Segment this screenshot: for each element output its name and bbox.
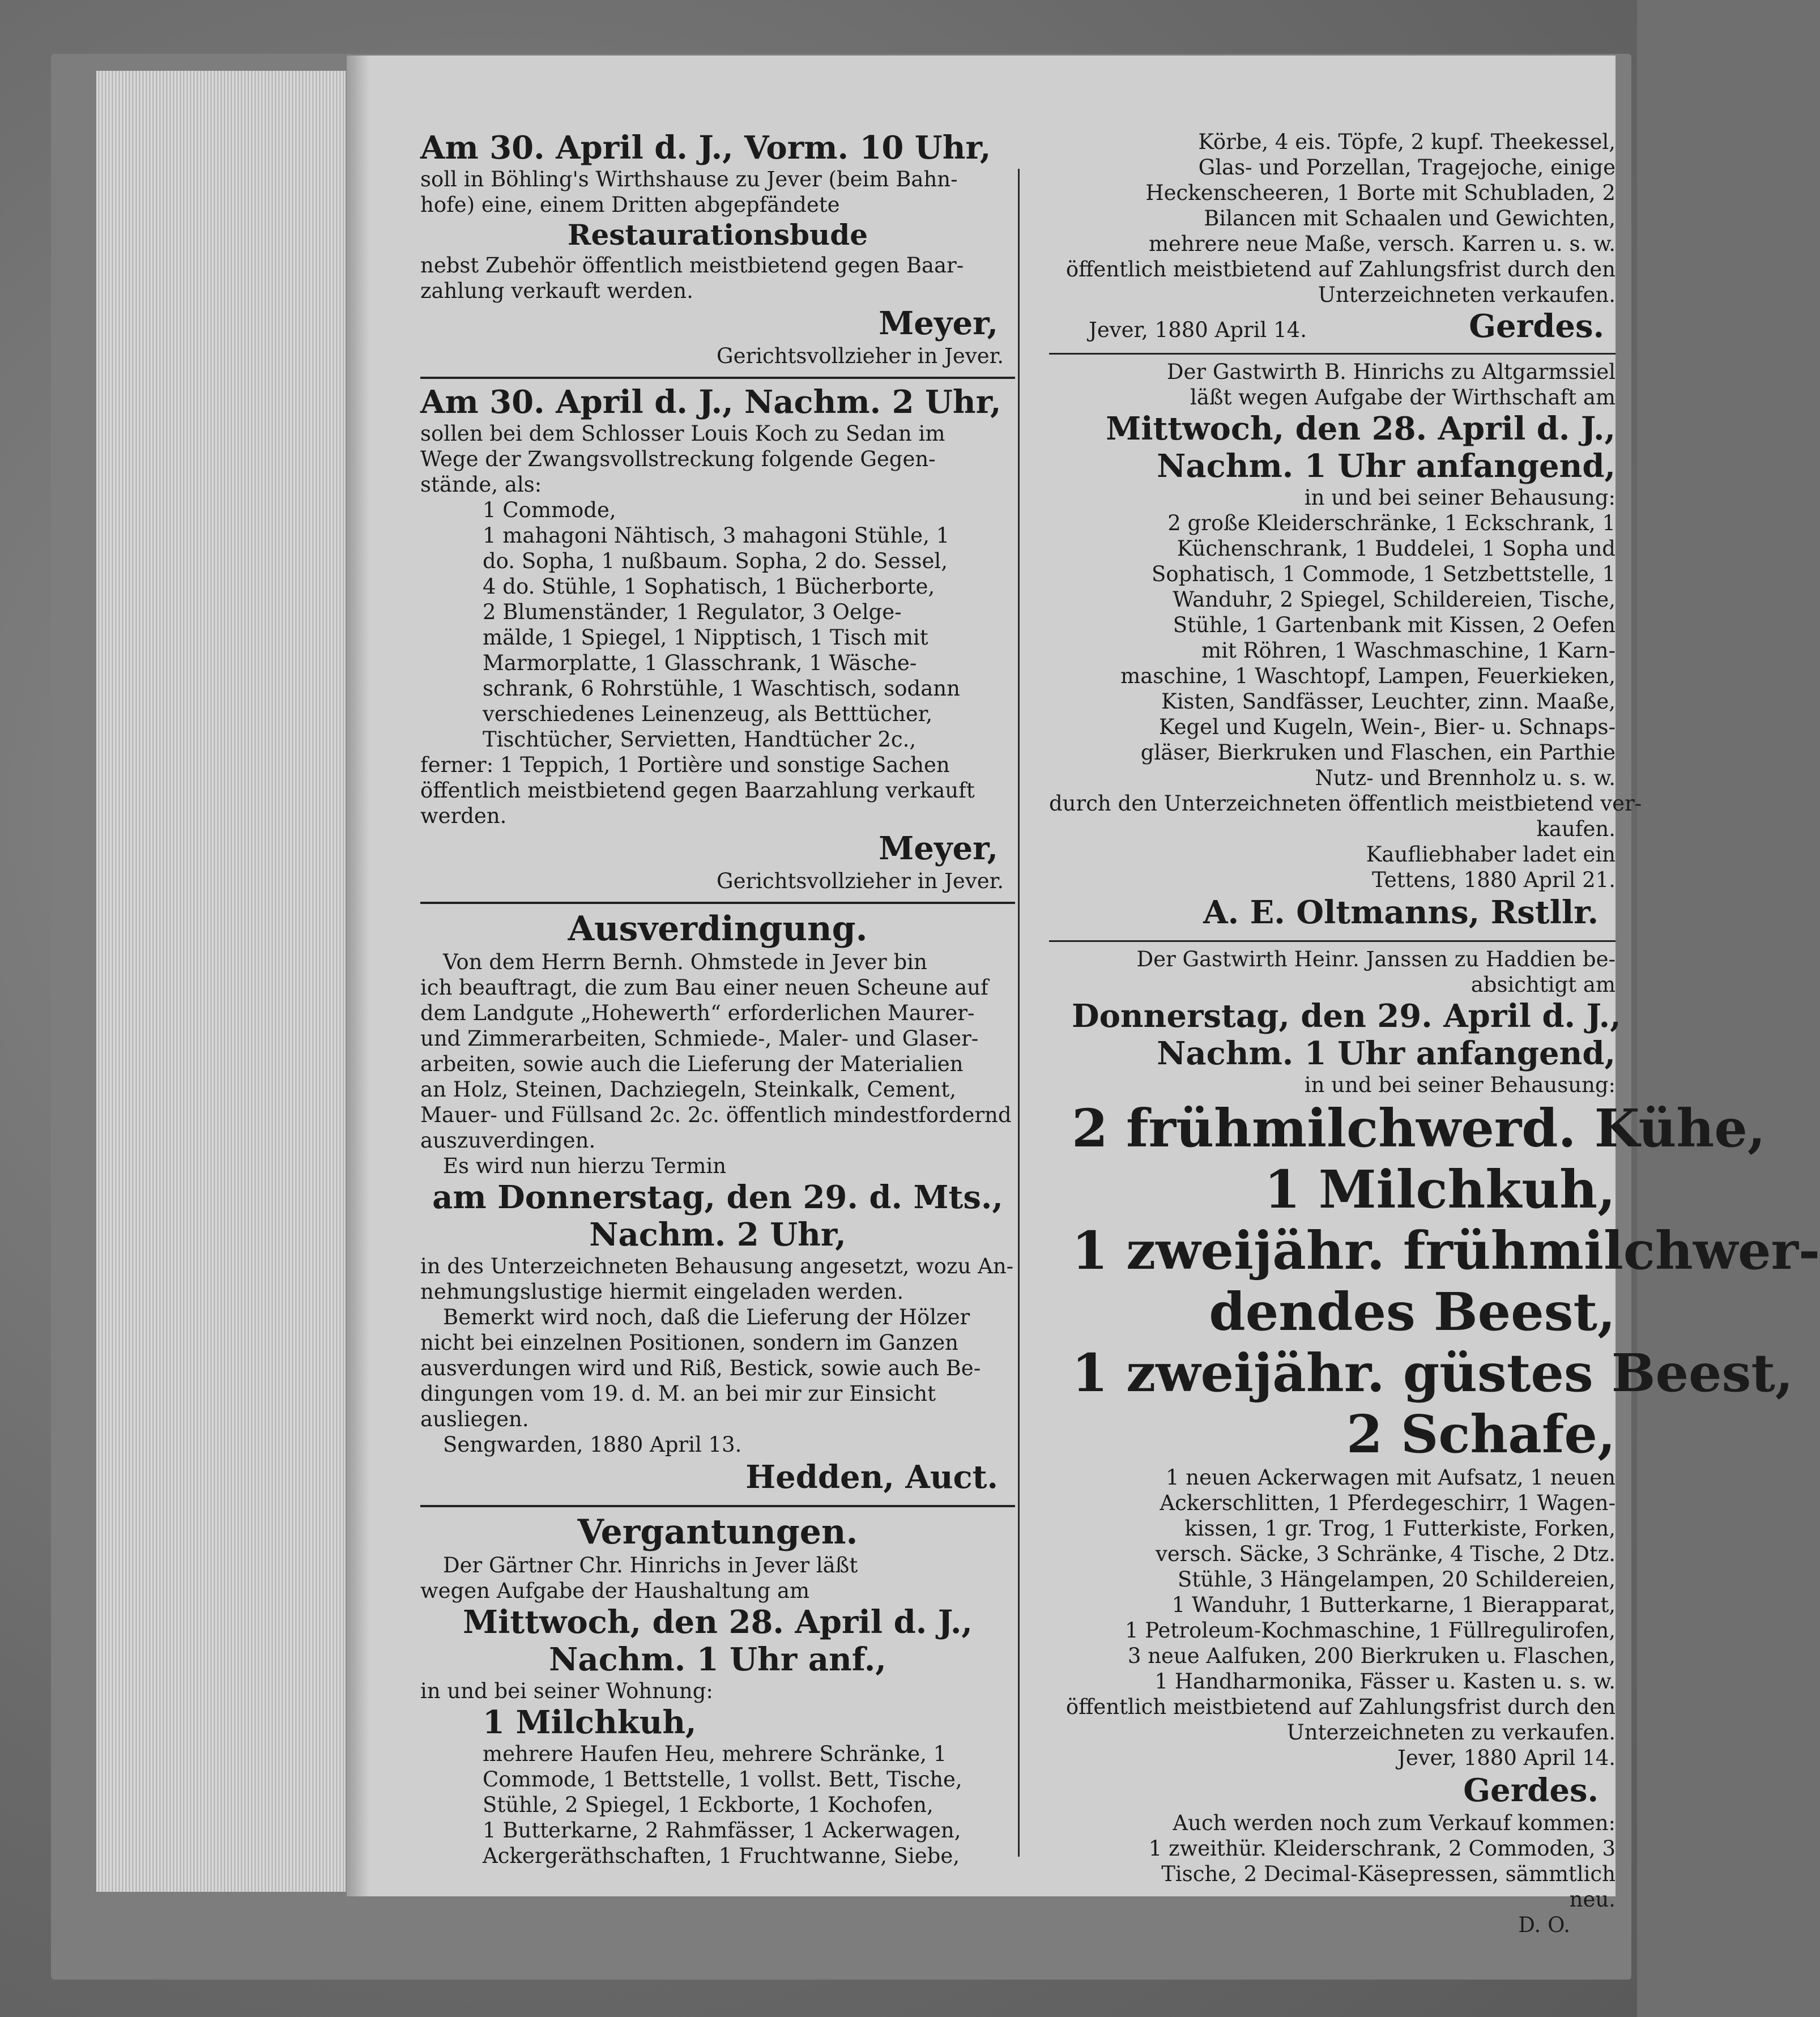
ad-line: in und bei seiner Behausung: — [1304, 1073, 1616, 1097]
separator-rule — [1049, 353, 1616, 355]
initials: D. O. — [1518, 1913, 1570, 1937]
ad-line: zahlung verkauft werden. — [420, 279, 693, 303]
item-line: 2 Blumenständer, 1 Regulator, 3 Oelge- — [483, 600, 902, 624]
item-line: mit Röhren, 1 Waschmaschine, 1 Karn- — [1201, 638, 1616, 663]
term-line: Nachm. 1 Uhr anfangend, — [1157, 1035, 1616, 1072]
signature: Meyer, — [879, 305, 998, 342]
separator-rule — [420, 902, 1015, 904]
term-line: Nachm. 1 Uhr anf., — [549, 1641, 886, 1678]
ad-line: Der Gastwirth Heinr. Janssen zu Haddien be- — [1136, 947, 1616, 971]
ad-line: Tettens, 1880 April 21. — [1372, 868, 1616, 892]
ad-line: stände, als: — [420, 472, 542, 497]
item-line: verschiedenes Leinenzeug, als Betttücher, — [483, 702, 933, 726]
item-line: mehrere neue Maße, versch. Karren u. s. w. — [1148, 232, 1616, 256]
ad-line: Am 30. April d. J., Nachm. 2 Uhr, — [420, 383, 1001, 421]
ad-line: öffentlich meistbietend auf Zahlungsfrist durch den — [1065, 257, 1616, 282]
item-line: Glas- und Porzellan, Tragejoche, einige — [1198, 155, 1616, 180]
item-line: Tische, 2 Decimal-Käsepressen, sämmtlich — [1161, 1862, 1616, 1886]
item-line: Wanduhr, 2 Spiegel, Schildereien, Tische, — [1173, 587, 1616, 612]
ad-altgarmssiel — [1049, 359, 1642, 932]
ad-line: Bemerkt wird noch, daß die Lieferung der Hölzer — [443, 1305, 970, 1329]
page-edges — [96, 71, 349, 1892]
section-heading: Ausverdingung. — [568, 909, 868, 949]
ad-line: Auch werden noch zum Verkauf kommen: — [1173, 1811, 1616, 1835]
big-item: 1 Milchkuh, — [1264, 1159, 1616, 1220]
item-line: 4 do. Stühle, 1 Sophatisch, 1 Bücherborte, — [483, 574, 935, 599]
ad-title: Restaurationsbude — [567, 218, 868, 251]
item-line: Tischtücher, Servietten, Handtücher 2c., — [483, 727, 917, 752]
item-line: gläser, Bierkruken und Flaschen, ein Parthie — [1140, 740, 1616, 765]
item-line: 1 Handharmonika, Fässer u. Kasten u. s. w. — [1154, 1669, 1616, 1694]
ad-line: an Holz, Steinen, Dachziegeln, Steinkalk, Cement, — [420, 1077, 957, 1102]
big-item: 2 frühmilchwerd. Kühe, — [1072, 1098, 1766, 1159]
item-line: 1 Butterkarne, 2 Rahmfässer, 1 Ackerwagen, — [483, 1818, 961, 1843]
column-divider — [1018, 169, 1020, 1857]
item-line: mälde, 1 Spiegel, 1 Nipptisch, 1 Tisch mit — [483, 625, 928, 650]
ad-line: Sengwarden, 1880 April 13. — [443, 1432, 742, 1457]
ad-line: in des Unterzeichneten Behausung angesetzt, wozu An- — [420, 1254, 1014, 1278]
ad-line: werden. — [420, 804, 507, 828]
item-line: Küchenschrank, 1 Buddelei, 1 Sopha und — [1177, 536, 1616, 561]
ad-line: dingungen vom 19. d. M. an bei mir zur Einsicht — [420, 1381, 936, 1406]
ad-line: Mauer- und Füllsand 2c. 2c. öffentlich mindestfordernd — [420, 1103, 1012, 1127]
item-line: 1 neuen Ackerwagen mit Aufsatz, 1 neuen — [1165, 1465, 1616, 1490]
signature: Hedden, Auct. — [745, 1459, 998, 1496]
signature: A. E. Oltmanns, Rstllr. — [1203, 894, 1599, 931]
item-line: Stühle, 3 Hängelampen, 20 Schildereien, — [1178, 1567, 1616, 1592]
ad-line: Es wird nun hierzu Termin — [443, 1154, 727, 1178]
ad-haddien — [1049, 946, 1820, 1938]
item-line: versch. Säcke, 3 Schränke, 4 Tische, 2 Dtz. — [1156, 1542, 1616, 1566]
dateline-text: Jever, 1880 April 14. — [1089, 318, 1307, 342]
term-line: Donnerstag, den 29. April d. J., — [1072, 997, 1621, 1035]
signature: Gerdes. — [1469, 308, 1604, 345]
item-line: Ackerschlitten, 1 Pferdegeschirr, 1 Wagen- — [1160, 1491, 1616, 1515]
ad-line: und Zimmerarbeiten, Schmiede-, Maler- und Glaser- — [420, 1026, 979, 1051]
item-line: mehrere Haufen Heu, mehrere Schränke, 1 — [483, 1742, 947, 1766]
item-line: neu. — [1569, 1887, 1616, 1912]
right-column — [1049, 129, 1820, 1946]
ad-line: auszuverdingen. — [420, 1128, 596, 1153]
ad-line: dem Landgute „Hohewerth“ erforderlichen Maurer- — [420, 1001, 975, 1025]
item-line: do. Sopha, 1 nußbaum. Sopha, 2 do. Sessel, — [483, 549, 948, 573]
item-line: schrank, 6 Rohrstühle, 1 Waschtisch, sodann — [483, 676, 960, 701]
ad-line: Wege der Zwangsvollstreckung folgende Gegen- — [420, 447, 936, 471]
item-line: Körbe, 4 eis. Töpfe, 2 kupf. Theekessel, — [1198, 130, 1616, 154]
ad-line: Von dem Herrn Bernh. Ohmstede in Jever bin — [443, 950, 927, 974]
item-line: 1 Commode, — [483, 498, 616, 522]
ad-line: in und bei seiner Behausung: — [1304, 485, 1616, 510]
item-line: maschine, 1 Waschtopf, Lampen, Feuerkieken, — [1120, 664, 1616, 688]
signature: Meyer, — [879, 830, 998, 867]
item-line: 1 mahagoni Nähtisch, 3 mahagoni Stühle, 1 — [483, 523, 950, 548]
ad-restaurationsbude — [420, 129, 1015, 369]
ad-vergantungen — [420, 1512, 1015, 1869]
item-line: Heckenscheeren, 1 Borte mit Schubladen, 2 — [1145, 181, 1616, 205]
item-line: Stühle, 2 Spiegel, 1 Eckborte, 1 Kochofen, — [483, 1793, 934, 1817]
ad-line: Unterzeichneten zu verkaufen. — [1286, 1720, 1616, 1745]
signature-role: Gerichtsvollzieher in Jever. — [717, 344, 1004, 368]
ad-line: wegen Aufgabe der Haushaltung am — [420, 1579, 810, 1603]
big-item: 1 zweijähr. güstes Beest, — [1072, 1342, 1793, 1404]
ad-line: in und bei seiner Wohnung: — [420, 1679, 713, 1703]
term-line: Nachm. 1 Uhr anfangend, — [1157, 447, 1616, 485]
ad-line: läßt wegen Aufgabe der Wirthschaft am — [1190, 385, 1616, 410]
ad-line: ausverdungen wird und Riß, Bestick, sowie auch Be- — [420, 1356, 981, 1380]
ad-line: soll in Böhling's Wirthshause zu Jever (beim Bahn- — [420, 167, 958, 191]
item-line: Kegel und Kugeln, Wein-, Bier- u. Schnaps- — [1158, 715, 1616, 739]
date-signature-line — [1049, 308, 1616, 345]
item-line: Kisten, Sandfässer, Leuchter, zinn. Maaße, — [1161, 689, 1616, 714]
separator-rule — [420, 1505, 1015, 1507]
item-line: Stühle, 1 Gartenbank mit Kissen, 2 Oefen — [1173, 613, 1616, 637]
ad-line: Der Gärtner Chr. Hinrichs in Jever läßt — [443, 1553, 858, 1577]
ad-line: Jever, 1880 April 14. — [1397, 1746, 1616, 1770]
ad-hinrichs-continued — [1049, 129, 1616, 345]
ad-line: Der Gastwirth B. Hinrichs zu Altgarmssiel — [1166, 360, 1616, 384]
ad-line: ausliegen. — [420, 1407, 529, 1431]
item-line: 2 große Kleiderschränke, 1 Eckschrank, 1 — [1167, 511, 1616, 535]
term-line: Nachm. 2 Uhr, — [589, 1216, 846, 1253]
ad-line: kaufen. — [1536, 817, 1616, 841]
item-line: 3 neue Aalfuken, 200 Bierkruken u. Flaschen, — [1127, 1644, 1616, 1668]
ad-line: absichtigt am — [1471, 973, 1616, 997]
item-line: kissen, 1 gr. Trog, 1 Futterkiste, Forken, — [1184, 1516, 1616, 1541]
item-line: Ackergeräthschaften, 1 Fruchtwanne, Siebe, — [483, 1844, 960, 1868]
section-heading: Vergantungen. — [577, 1512, 858, 1552]
item-line: Nutz- und Brennholz u. s. w. — [1315, 766, 1616, 790]
ad-line: nehmungslustige hiermit eingeladen werden. — [420, 1280, 904, 1304]
ad-line: Kaufliebhaber ladet ein — [1366, 842, 1616, 867]
ad-line: nicht bei einzelnen Positionen, sondern im Ganzen — [420, 1331, 958, 1355]
ad-line: ferner: 1 Teppich, 1 Portière und sonstige Sachen — [420, 753, 950, 777]
ad-line: arbeiten, sowie auch die Lieferung der Materialien — [420, 1052, 964, 1076]
newspaper-page — [347, 56, 1820, 1937]
ad-line: öffentlich meistbietend gegen Baarzahlung verkauft — [420, 778, 975, 803]
ad-koch-sedan — [420, 383, 1015, 894]
ad-line: öffentlich meistbietend auf Zahlungsfrist durch den — [1065, 1695, 1616, 1719]
item-line: Commode, 1 Bettstelle, 1 vollst. Bett, Tische, — [483, 1767, 962, 1792]
big-item: dendes Beest, — [1209, 1281, 1616, 1342]
ad-line: hofe) eine, einem Dritten abgepfändete — [420, 193, 840, 217]
left-column — [420, 129, 1015, 1877]
big-item: 1 zweijähr. frühmilchwer- — [1072, 1220, 1820, 1281]
ad-ausverdingung — [420, 909, 1015, 1497]
big-item: 1 Milchkuh, — [483, 1704, 697, 1741]
term-line: Mittwoch, den 28. April d. J., — [463, 1604, 973, 1641]
separator-rule — [420, 377, 1015, 379]
ad-line: Unterzeichneten verkaufen. — [1318, 283, 1616, 307]
term-line: Mittwoch, den 28. April d. J., — [1106, 410, 1616, 447]
ad-line: Am 30. April d. J., Vorm. 10 Uhr, — [420, 129, 991, 167]
ad-line: sollen bei dem Schlosser Louis Koch zu Sedan im — [420, 421, 945, 446]
item-line: 1 zweithür. Kleiderschrank, 2 Commoden, 3 — [1148, 1836, 1616, 1861]
signature: Gerdes. — [1463, 1772, 1599, 1809]
item-line: Sophatisch, 1 Commode, 1 Setzbettstelle, 1 — [1151, 562, 1616, 586]
big-item: 2 Schafe, — [1346, 1404, 1616, 1465]
signature-role: Gerichtsvollzieher in Jever. — [717, 869, 1004, 893]
ad-line: ich beauftragt, die zum Bau einer neuen Scheune auf — [420, 975, 988, 1000]
page-gutter — [347, 56, 369, 1896]
term-line: am Donnerstag, den 29. d. Mts., — [432, 1179, 1003, 1216]
ad-line: durch den Unterzeichneten öffentlich meistbietend ver- — [1049, 791, 1642, 816]
item-line: 1 Petroleum-Kochmaschine, 1 Füllregulirofen, — [1124, 1618, 1616, 1643]
ad-line: nebst Zubehör öffentlich meistbietend gegen Baar- — [420, 253, 964, 278]
item-line: Bilancen mit Schaalen und Gewichten, — [1204, 206, 1616, 231]
item-line: Marmorplatte, 1 Glasschrank, 1 Wäsche- — [483, 651, 917, 675]
item-line: 1 Wanduhr, 1 Butterkarne, 1 Bierapparat, — [1171, 1593, 1616, 1617]
separator-rule — [1049, 940, 1616, 942]
